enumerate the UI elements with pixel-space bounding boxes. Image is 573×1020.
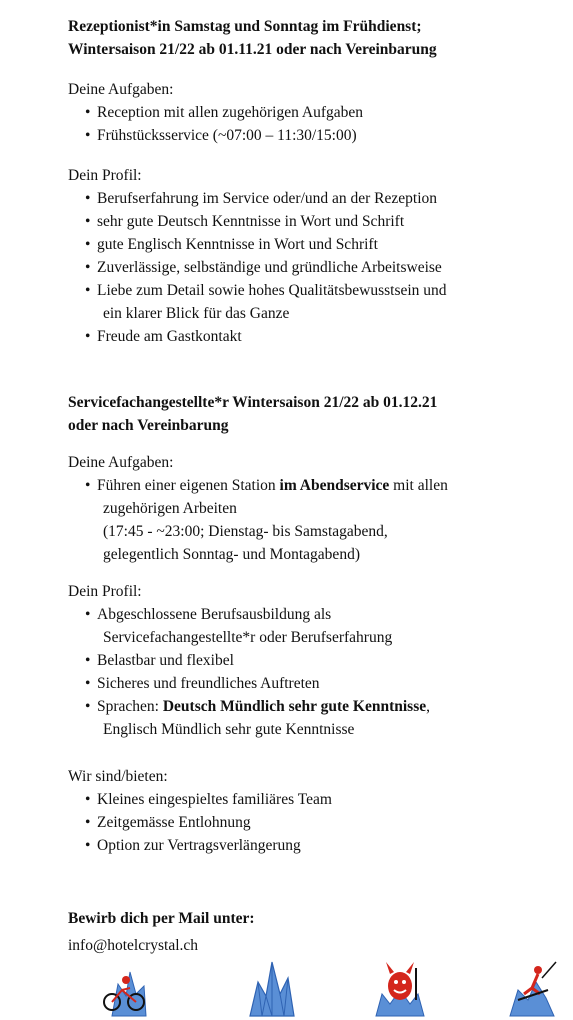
devil-crystal-icon [372,960,428,1018]
offer-section [68,765,558,857]
list-item: • gute Englisch Kenntnisse in Wort und Schrift [68,233,558,256]
list-item: • Sicheres und freundliches Auftreten [68,672,558,695]
cyclist-crystal-icon [100,960,156,1018]
contact-section [68,907,558,957]
list-item: • Zeitgemässe Entlohnung [68,811,558,834]
list-item-continuation: zugehörigen Arbeiten [103,500,237,517]
list-item: • Belastbar und flexibel [68,649,558,672]
list-item-continuation: Servicefachangestellte*r oder Berufserfahrung [103,629,393,646]
job2-title: Servicefachangestellte*r Wintersaison 21/22 ab 01.12.21 oder nach Vereinbarung [68,394,438,434]
list-item-continuation: Englisch Mündlich sehr gute Kenntnisse [103,721,355,738]
job2-profile [68,580,558,741]
list-item: • Frühstücksservice (~07:00 – 11:30/15:00) [68,124,558,147]
tasks-heading: Deine Aufgaben: [68,81,174,98]
job2-tasks [68,451,558,566]
icon-row [0,960,573,1020]
list-item: • Liebe zum Detail sowie hohes Qualitätsbewusstsein und [68,279,558,302]
job1-profile [68,164,558,348]
list-item: • Option zur Vertragsverlängerung [68,834,558,857]
list-item: • Freude am Gastkontakt [68,325,558,348]
list-item-continuation: gelegentlich Sonntag- und Montagabend) [103,546,360,563]
crystal-icon [244,960,300,1018]
list-item: • Reception mit allen zugehörigen Aufgaben [68,101,558,124]
list-item: • Berufserfahrung im Service oder/und an der Rezeption [68,187,558,210]
job1-tasks [68,78,558,147]
list-item: • Abgeschlossene Berufsausbildung als [68,603,558,626]
skier-crystal-icon [504,960,560,1018]
list-item: • sehr gute Deutsch Kenntnisse in Wort und Schrift [68,210,558,233]
contact-heading: Bewirb dich per Mail unter: [68,910,255,927]
offer-heading: Wir sind/bieten: [68,768,168,785]
tasks-heading: Deine Aufgaben: [68,454,174,471]
profile-heading: Dein Profil: [68,583,142,600]
list-item-continuation: ein klarer Blick für das Ganze [103,305,290,322]
contact-email[interactable]: info@hotelcrystal.ch [68,937,199,954]
list-item: • Führen einer eigenen Station im Abendservice mit allen [68,474,558,497]
list-item: • Sprachen: Deutsch Mündlich sehr gute Kenntnisse, [68,695,558,718]
job1-title: Rezeptionist*in Samstag und Sonntag im Frühdienst; Wintersaison 21/22 ab 01.11.21 oder nach Vereinbarung [68,18,437,58]
list-item: • Zuverlässige, selbständige und gründliche Arbeitsweise [68,256,558,279]
list-item: • Kleines eingespieltes familiäres Team [68,788,558,811]
profile-heading: Dein Profil: [68,167,142,184]
list-item-continuation: (17:45 - ~23:00; Dienstag- bis Samstagabend, [103,523,388,540]
